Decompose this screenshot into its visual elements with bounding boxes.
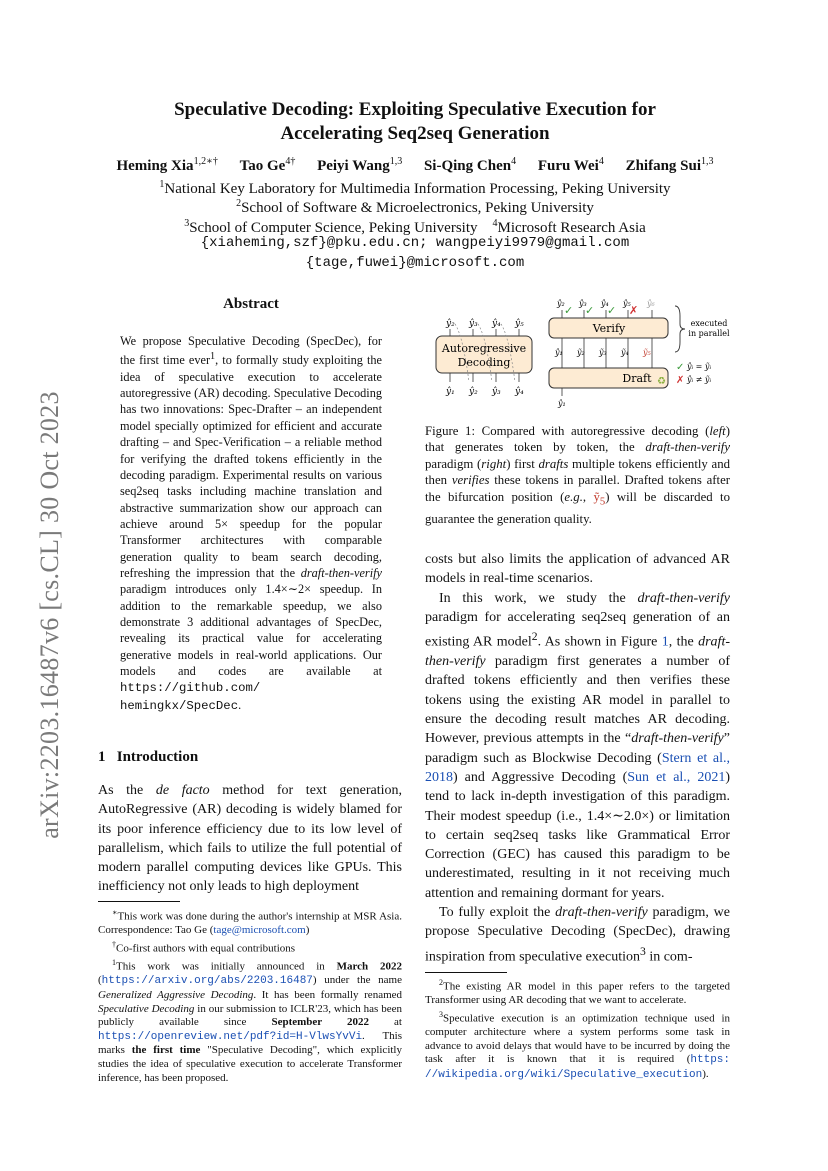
email-line-1[interactable]: {xiaheming,szf}@pku.edu.cn; wangpeiyi9979@gmail.com — [200, 235, 630, 251]
author-6: Zhifang Sui$^{1,3}$ — [625, 156, 714, 174]
abstract-heading: Abstract — [223, 296, 279, 312]
author-4: Si-Qing Chen$^4$ — [423, 156, 517, 174]
legend-cross-icon: ✗ — [676, 375, 685, 386]
svg-text:ỹ₅: ỹ₅ — [643, 348, 651, 357]
svg-text:ŷ₁: ŷ₁ — [555, 348, 563, 357]
check-icon: ✓ — [564, 304, 574, 317]
svg-text:ŷ₄: ŷ₄ — [492, 319, 501, 329]
author-3: Peiyi Wang$^{1,3}$ — [317, 156, 403, 174]
autoregressive-label-2: Decoding — [457, 356, 511, 369]
figure-1-diagram — [425, 296, 735, 416]
footnote-rule-left — [98, 901, 180, 902]
section-number: 1 — [98, 749, 106, 765]
title-line-1: Speculative Decoding: Exploiting Speculative Execution for — [174, 99, 656, 120]
footnotes-right: $^2$The existing AR model in this paper refers to the targeted Transformer using AR decoding that we want to accelerate. $^3$Speculative execution is an optimization technique used in computer architecture where a system performs some task in advance to avoid delays that would have to be incurred by doing the task after it is known that it is required (https: //wikipedia.org/wiki/Speculative_execution). — [425, 978, 730, 1081]
svg-text:ŷ₁: ŷ₁ — [446, 387, 455, 397]
paper-title — [100, 98, 730, 146]
footnote-rule-right — [425, 972, 507, 973]
affiliation-1: $^1$National Key Laboratory for Multimedia Information Processing, Peking University — [159, 179, 671, 197]
author-list — [80, 156, 750, 175]
legend-equal: ŷᵢ = ỹᵢ — [687, 362, 712, 371]
svg-text:ŷ₂: ŷ₂ — [557, 299, 565, 308]
check-icon: ✓ — [585, 304, 595, 317]
cross-icon: ✗ — [629, 304, 639, 317]
svg-text:ŷ₂: ŷ₂ — [446, 319, 455, 329]
author-1: Heming Xia$^{1,2∗\dagger}$ — [116, 156, 218, 174]
svg-text:ỹ₄: ỹ₄ — [621, 348, 629, 357]
svg-text:ŷ₅: ŷ₅ — [515, 319, 524, 329]
autoregressive-label-1: Autoregressive — [441, 342, 527, 355]
section-heading-introduction — [98, 749, 198, 766]
arxiv-side-stamp — [30, 370, 66, 870]
svg-text:ŷ₆: ŷ₆ — [647, 299, 655, 308]
svg-text:ŷ₄: ŷ₄ — [601, 299, 609, 308]
svg-text:ỹ₃: ỹ₃ — [599, 348, 607, 357]
ar-output-tokens — [445, 318, 524, 329]
draft-icon: ♻ — [657, 376, 666, 387]
verify-label: Verify — [592, 322, 626, 335]
brace-shape — [675, 306, 685, 352]
executed-note-2: in parallel — [688, 329, 730, 338]
affiliation-2: $^2$School of Software & Microelectronics, Peking University — [236, 198, 594, 216]
check-icon: ✓ — [607, 304, 617, 317]
svg-text:ŷ₃: ŷ₃ — [579, 299, 587, 308]
svg-text:ŷ₃: ŷ₃ — [469, 319, 478, 329]
title-line-2: Accelerating Seq2seq Generation — [280, 123, 550, 144]
intro-right-text: costs but also limits the application of advanced AR models in real-time scenarios. In this work, we study the draft-then-verify paradigm for accelerating seq2seq generation of an existing AR model$^2$. As shown in Figure 1, the draft-then-verify paradigm first generates a number of drafted tokens efficiently and then verifies these tokens using the existing AR model in parallel to ensure the decoding result matches AR decoding. However, previous attempts in the “draft-then-verify” paradigm such as Blockwise Decoding (Stern et al., 2018) and Aggressive Decoding (Sun et al., 2021) tend to lack in-depth investigation of this paradigm. Their modest speedup (i.e., 1.4×∼2.0×) or limitation to certain seq2seq tasks like Grammatical Error Correction (GEC) has caused this paradigm to be underestimated, resulting in it not receiving much attention and remaining dormant for years. To fully exploit the draft-then-verify paradigm, we propose Speculative Decoding (SpecDec), drawing inspiration from speculative execution$^3$ in com- — [425, 552, 731, 965]
svg-text:ŷ₂: ŷ₂ — [469, 387, 478, 397]
figure-1-caption: Figure 1: Compared with autoregressive decoding (left) that generates token by token, the draft-then-verify paradigm (right) first drafts multiple tokens efficiently and then verifies these tokens in parallel. Drafted tokens after the bifurcation position (e.g., ỹ$_5$) will be discarded to guarantee the generation quality. — [425, 424, 731, 526]
section-title: Introduction — [116, 749, 199, 765]
draft-label: Draft — [622, 372, 652, 385]
svg-text:ŷ₄: ŷ₄ — [515, 387, 524, 397]
intro-left-text: As the de facto method for text generation, AutoRegressive (AR) decoding is widely blamed for its poor inference efficiency due to its low level of parallelism, which fails to utilize the full potential of modern parallel computing devices like GPUs. This inefficiency not only leads to high deployment — [98, 783, 402, 895]
legend-check-icon: ✓ — [676, 362, 685, 373]
svg-text:ŷ₃: ŷ₃ — [492, 387, 501, 397]
footnotes-left: ∗This work was done during the author's internship at MSR Asia. Correspondence: Tao Ge (tage@microsoft.com) †Co-first authors with equal contributions $^1$This work was initially announced in March 2022 (https://arxiv.org/abs/2203.16487) under the name Generalized Aggressive Decoding. It has been formally renamed Speculative Decoding in our submission to ICLR'23, which has been publicly available since September 2022 at https://openreview.net/pdf?id=H-VlwsYvVi. This marks the first time "Speculative Decoding", which explicitly studies the idea of speculative execution to accelerate Transformer inference, has been proposed. — [98, 908, 403, 1084]
abstract-body: We propose Speculative Decoding (SpecDec), for the first time ever$^1$, to formally study exploiting the idea of speculative execution to accelerate autoregressive (AR) decoding. Speculative Decoding has two innovations: Spec-Drafter – an independent model specially optimized for efficient and accurate drafting – and Spec-Verification – a reliable method for verifying the drafted tokens efficiently in the decoding paradigm. Experimental results on various seq2seq tasks including machine translation and abstractive summarization show our approach can achieve around 5× speedup for the popular Transformer architectures with comparable generation quality to beam search decoding, refreshing the impression that the draft-then-verify paradigm introduces only 1.4×∼2× speedup. In addition to the remarkable speedup, we also demonstrate 3 additional advantages of SpecDec, revealing its practical value for accelerating generative models in real-world applications. Our models and codes are available at https://github.com/ hemingkx/SpecDec. — [120, 334, 383, 713]
autoregressive-box — [436, 336, 532, 373]
svg-text:ỹ₂: ỹ₂ — [577, 348, 585, 357]
legend-not-equal: ŷᵢ ≠ ỹᵢ — [687, 375, 712, 384]
author-2: Tao $Ge^{4\dagger}$ — [239, 156, 296, 174]
figure-1 — [425, 296, 735, 416]
svg-text:ŷ₅: ŷ₅ — [623, 299, 631, 308]
svg-text:ŷ₁: ŷ₁ — [558, 399, 566, 408]
email-line-2[interactable]: {tage,fuwei}@microsoft.com — [305, 255, 525, 271]
verify-box — [549, 318, 668, 338]
draft-box — [549, 368, 668, 388]
arxiv-id-label: arXiv:2203.16487v6 [cs.CL] 30 Oct 2023 — [35, 391, 64, 839]
author-5: Furu Wei$^4$ — [537, 156, 604, 174]
ar-input-tokens — [445, 386, 524, 397]
affiliation-3-4: $^3$School of Computer Science, Peking University $^4$Microsoft Research Asia — [184, 218, 646, 236]
executed-note-1: executed — [690, 319, 728, 328]
